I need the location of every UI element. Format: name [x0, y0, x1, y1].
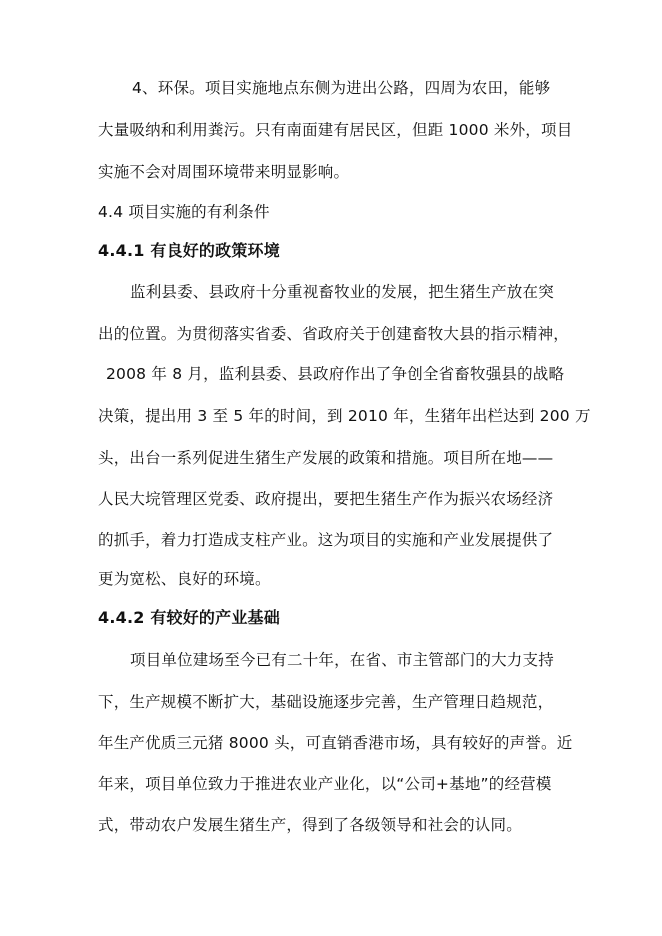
- subsection-heading-4-4-2: 4.4.2 有较好的产业基础: [98, 608, 280, 627]
- subsection-heading-4-4-1: 4.4.1 有良好的政策环境: [98, 241, 280, 260]
- paragraph-env-line-3: 实施不会对周围环境带来明显影响。: [98, 163, 350, 181]
- paragraph-policy-line-4: 决策，提出用 3 至 5 年的时间，到 2010 年，生猪年出栏达到 200 万: [98, 407, 591, 425]
- section-heading-4-4: 4.4 项目实施的有利条件: [98, 203, 270, 221]
- paragraph-policy-line-5: 头，出台一系列促进生猪生产发展的政策和措施。项目所在地——: [98, 449, 554, 467]
- paragraph-industry-line-3: 年生产优质三元猪 8000 头，可直销香港市场，具有较好的声誉。近: [98, 734, 573, 752]
- paragraph-policy-line-6: 人民大垸管理区党委、政府提出，要把生猪生产作为振兴农场经济: [98, 490, 554, 508]
- paragraph-env-line-1: 4、环保。项目实施地点东侧为进出公路，四周为农田，能够: [132, 79, 551, 97]
- paragraph-policy-line-7: 的抓手，着力打造成支柱产业。这为项目的实施和产业发展提供了: [98, 531, 554, 549]
- paragraph-industry-line-5: 式，带动农户发展生猪生产，得到了各级领导和社会的认同。: [98, 816, 522, 834]
- paragraph-industry-line-2: 下，生产规模不断扩大，基础设施逐步完善，生产管理日趋规范，: [98, 693, 554, 711]
- paragraph-policy-line-2: 出的位置。为贯彻落实省委、省政府关于创建畜牧大县的指示精神，: [98, 325, 570, 343]
- paragraph-policy-line-3: 2008 年 8 月，监利县委、县政府作出了争创全省畜牧强县的战略: [106, 365, 565, 383]
- paragraph-policy-line-8: 更为宽松、良好的环境。: [98, 570, 271, 588]
- paragraph-industry-line-1: 项目单位建场至今已有二十年，在省、市主管部门的大力支持: [130, 651, 554, 669]
- paragraph-industry-line-4: 年来，项目单位致力于推进农业产业化，以“公司+基地”的经营模: [98, 775, 552, 793]
- paragraph-env-line-2: 大量吸纳和利用粪污。只有南面建有居民区，但距 1000 米外，项目: [98, 121, 573, 139]
- paragraph-policy-line-1: 监利县委、县政府十分重视畜牧业的发展，把生猪生产放在突: [130, 283, 554, 301]
